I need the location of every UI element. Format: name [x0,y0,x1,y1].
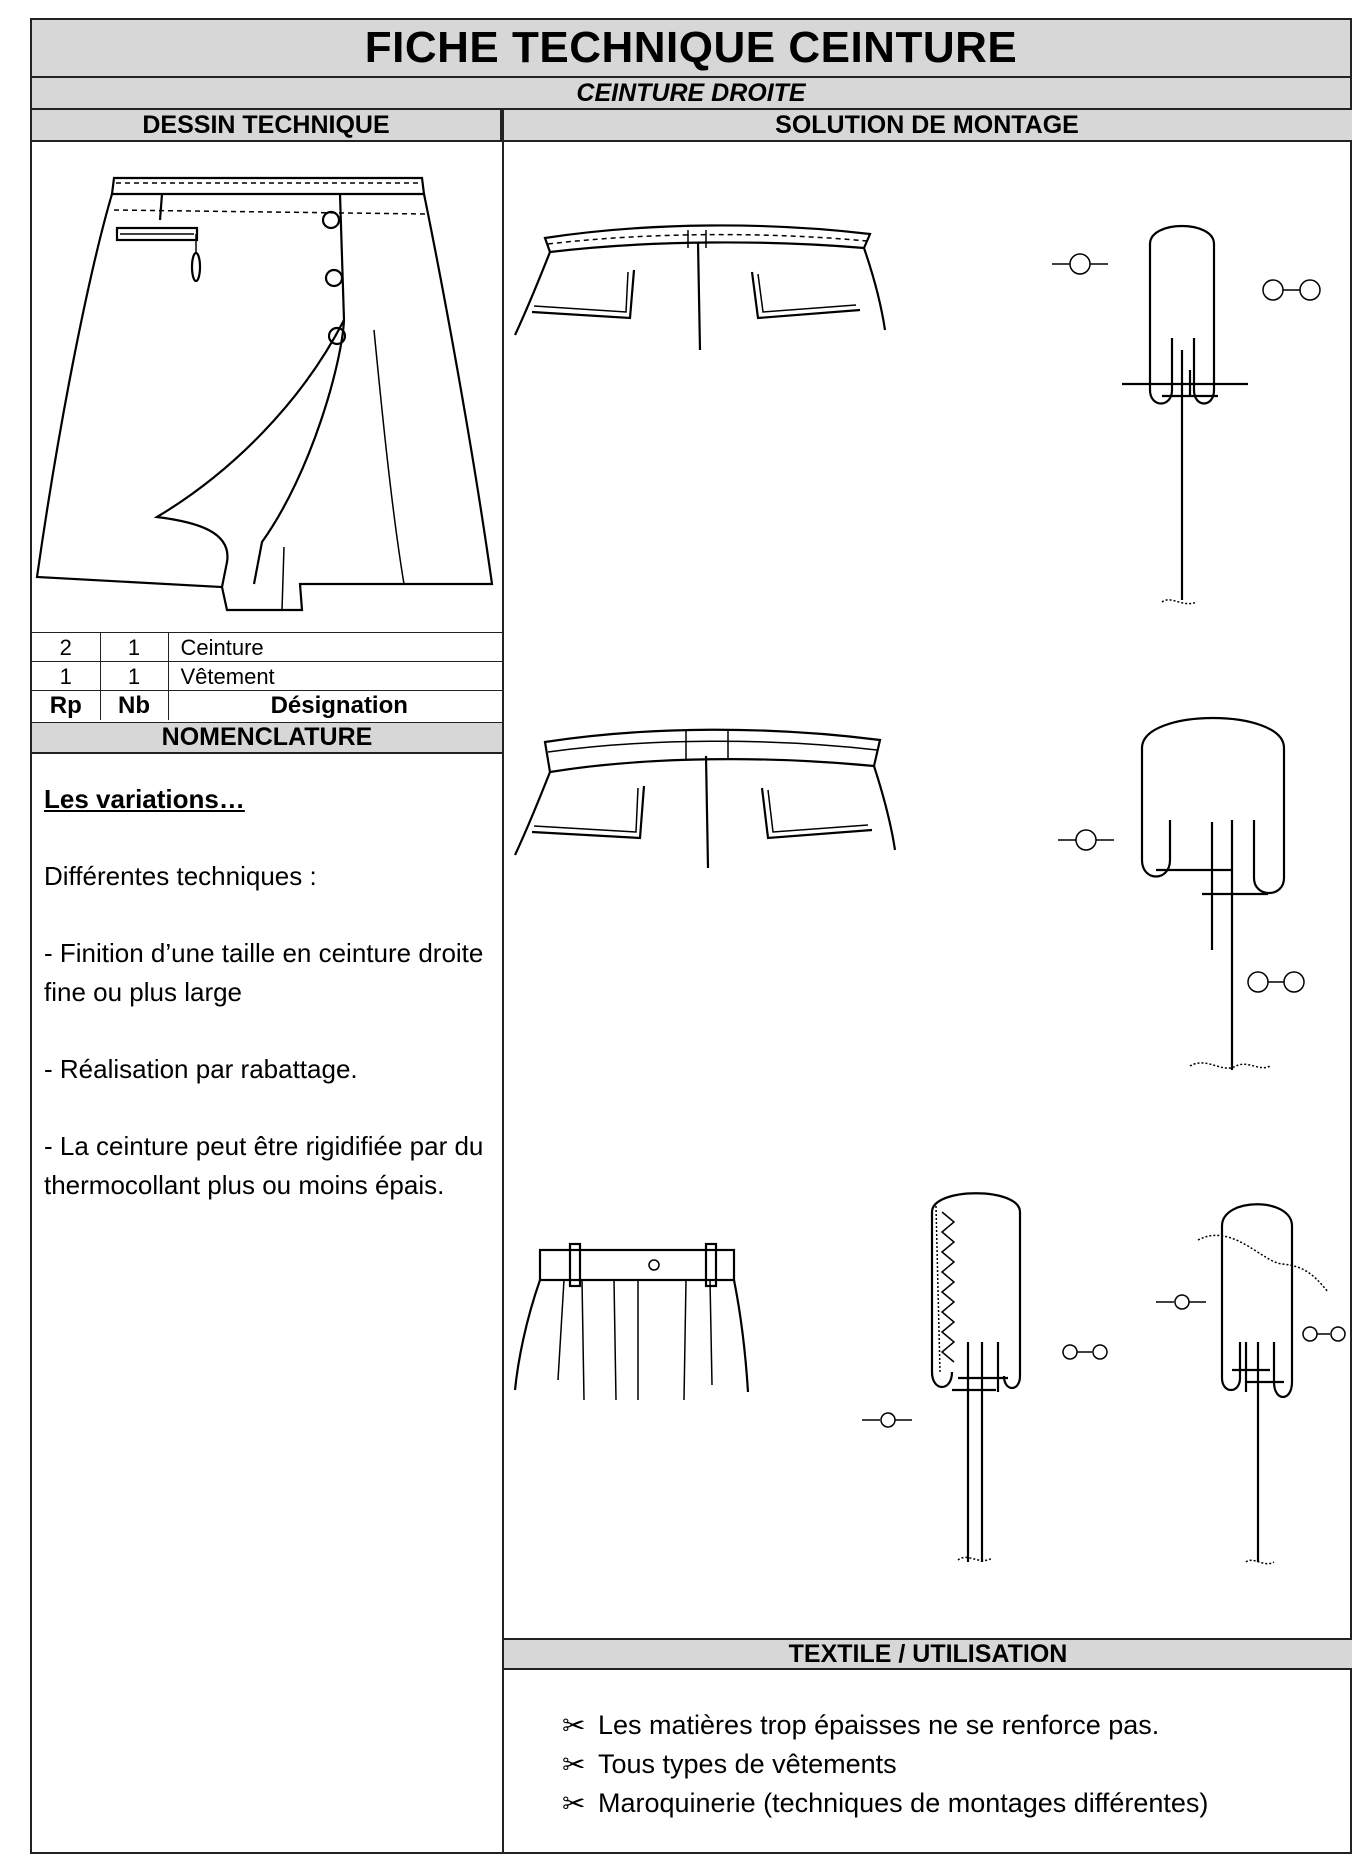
pin-marker-mid [1060,1342,1120,1362]
list-item [562,1745,1208,1784]
table-row [32,633,502,662]
assembly-section-2 [1022,710,1352,1090]
column-header-assembly-solution: SOLUTION DE MONTAGE [502,110,1352,142]
note-paragraph: Différentes techniques : [44,861,317,891]
list-item [562,1706,1208,1745]
rp-cell: 2 [32,633,100,662]
note-paragraph: - Finition d’une taille en ceinture droite fine ou plus large [44,938,484,1007]
variations-heading: Les variations… [44,784,245,814]
technical-sheet [30,18,1352,1854]
note-paragraph: - La ceinture peut être rigidifiée par du thermocollant plus ou moins épais. [44,1131,484,1200]
skirt-drawing [32,142,502,632]
scissors-icon: ✂ [562,1749,586,1780]
scissors-icon: ✂ [562,1710,586,1741]
pin-marker-left [862,1410,932,1430]
textile-usage-header: TEXTILE / UTILISATION [504,1638,1352,1670]
nomenclature-table [32,632,502,720]
rp-header: Rp [32,691,100,720]
nb-cell: 1 [100,662,168,691]
column-header-technical-drawing: DESSIN TECHNIQUE [32,110,502,142]
waistband-with-loops-drawing [510,1220,800,1420]
assembly-section-1 [1022,210,1352,630]
designation-cell: Vêtement [168,662,502,691]
designation-cell: Ceinture [168,633,502,662]
nomenclature-label: NOMENCLATURE [32,722,502,754]
designation-header: Désignation [168,691,502,720]
page-title: FICHE TECHNIQUE CEINTURE [32,20,1350,78]
variations-notes [44,780,484,1243]
waistband-wide-drawing [510,720,910,880]
table-header-row [32,691,502,720]
scissors-icon: ✂ [562,1788,586,1819]
table-row [32,662,502,691]
assembly-section-3b [1142,1192,1352,1582]
list-item [562,1784,1208,1823]
list-item-text: Maroquinerie (techniques de montages différentes) [598,1788,1209,1818]
list-item-text: Tous types de vêtements [598,1749,897,1779]
assembly-section-3a [892,1192,1092,1582]
nb-header: Nb [100,691,168,720]
column-divider [502,110,504,1854]
rp-cell: 1 [32,662,100,691]
textile-usage-list [562,1706,1208,1823]
note-paragraph: - Réalisation par rabattage. [44,1054,358,1084]
waistband-thin-drawing [510,210,910,360]
list-item-text: Les matières trop épaisses ne se renforce pas. [598,1710,1160,1740]
nb-cell: 1 [100,633,168,662]
page-subtitle: CEINTURE DROITE [32,78,1350,110]
